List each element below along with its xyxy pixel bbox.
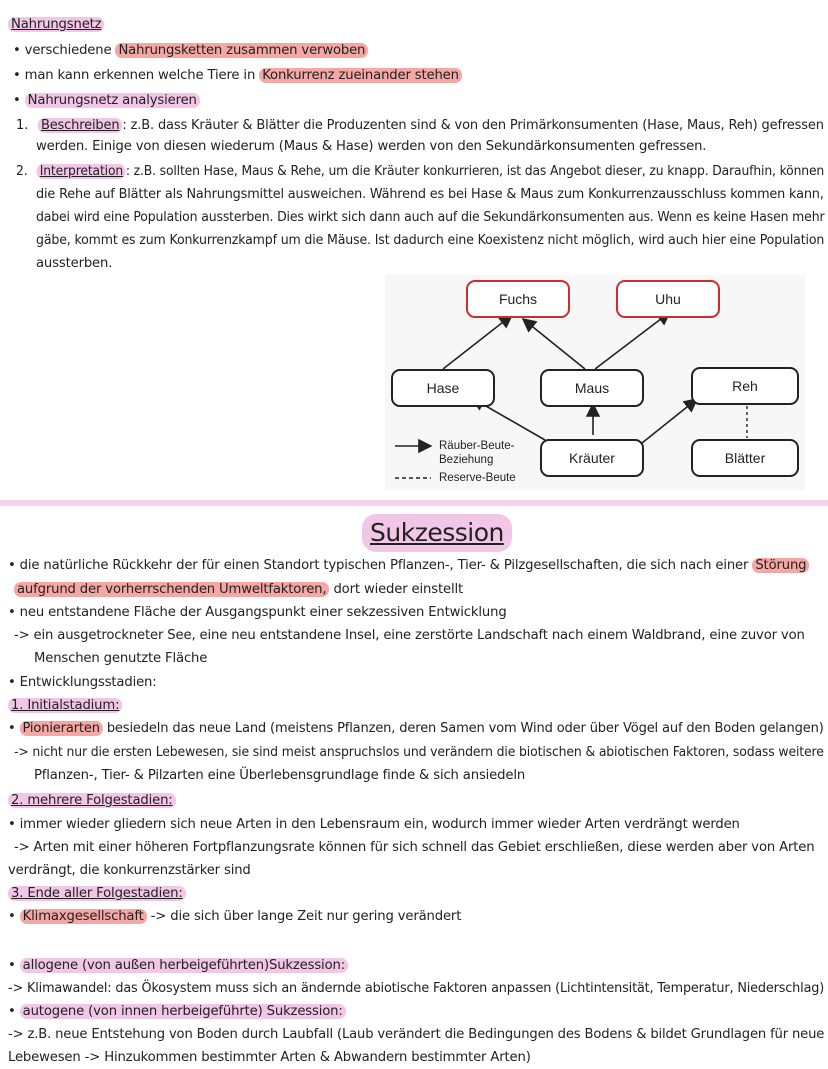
pionierarten-line2: -> nicht nur die ersten Lebewesen, sie sind meist anspruchslos und verändern die biotischen & abiotischen Faktoren, sodass weitere	[14, 745, 824, 760]
pionierarten-line1: • Pionierarten besiedeln das neue Land (meistens Pflanzen, deren Samen vom Wind oder über Vögel auf den Boden gelangen)	[8, 721, 824, 736]
node-reh: Reh	[691, 367, 799, 405]
autogene-heading: • autogene (von innen herbeigeführte) Sukzession:	[8, 1003, 346, 1021]
allogene-heading: • allogene (von außen herbeigeführten)Sukzession:	[8, 957, 348, 975]
arrow-maus-uhu	[595, 312, 670, 369]
flaeche-line2: -> ein ausgetrockneter See, eine neu entstandene Insel, eine zerstörte Landschaft nach einem Waldbrand, eine zuvor von	[14, 628, 805, 643]
legend-dash-text: Reserve-Beute	[439, 472, 516, 484]
bullet-konkurrenz: • man kann erkennen welche Tiere in Konkurrenz zueinander stehen	[13, 67, 462, 85]
bullet-analysieren: • Nahrungsnetz analysieren	[13, 92, 200, 110]
entwicklungsstadien: • Entwicklungsstadien:	[8, 675, 157, 690]
stadium-3-heading: 3. Ende aller Folgestadien:	[8, 885, 186, 903]
node-fuchs: Fuchs	[466, 280, 570, 318]
interpretation-line5: aussterben.	[36, 256, 113, 271]
node-maus: Maus	[540, 369, 644, 407]
autogene-line3: Lebewesen -> Hinzukommen bestimmter Arten & Abwandern bestimmter Arten)	[8, 1050, 531, 1065]
interpretation-line4: gäbe, kommt es zum Konkurrenzkampf um die Mäuse. Ist dadurch eine Koexistenz nicht möglich, wird auch hier eine Population	[36, 233, 825, 248]
node-uhu: Uhu	[616, 280, 720, 318]
section-divider	[0, 500, 828, 506]
folgestadien-line2: -> Arten mit einer höheren Fortpflanzungsrate können für sich schnell das Gebiet erschließen, diese werden aber von Arten	[14, 840, 815, 855]
legend-arrow-text: Räuber-Beute- Beziehung	[439, 440, 515, 466]
numbered-interpretation-line1: 2. Interpretation : z.B. sollten Hase, Maus & Rehe, um die Kräuter konkurrieren, ist das Angebot dieser, zu knapp. Daraufhin, können	[16, 164, 825, 179]
arrow-maus-fuchs	[523, 319, 585, 369]
numbered-beschreiben-line2: werden. Einige von diesen wiederum (Maus & Hase) werden von den Sekundärkonsumenten gefressen.	[36, 139, 707, 154]
page-title-sukzession: Sukzession	[362, 514, 512, 552]
folgestadien-line3: verdrängt, die konkurrenzstärker sind	[8, 863, 251, 878]
sukzession-def-line2: aufgrund der vorherrschenden Umweltfaktoren, dort wieder einstellt	[14, 581, 463, 599]
stadium-2-heading: 2. mehrere Folgestadien:	[8, 792, 176, 810]
flaeche-line1: • neu entstandene Fläche der Ausgangspunkt einer sekzessiven Entwicklung	[8, 605, 507, 620]
allogene-line2: -> Klimawandel: das Ökosystem muss sich an ändernde abiotische Faktoren anpassen (Lichtintensität, Temperatur, Niederschlag)	[8, 981, 825, 996]
stadium-1-heading: 1. Initialstadium:	[8, 697, 122, 715]
folgestadien-line1: • immer wieder gliedern sich neue Arten in den Lebensraum ein, wodurch immer wieder Arten verdrängt werden	[8, 817, 740, 832]
interpretation-line2: die Rehe auf Blätter als Nahrungsmittel ausweichen. Während es bei Hase & Maus zum Konkurrenzausschluss kommen kann,	[36, 187, 824, 202]
klimax-line: • Klimaxgesellschaft -> die sich über lange Zeit nur gering verändert	[8, 909, 462, 924]
sukzession-def-line1: • die natürliche Rückkehr der für einen Standort typischen Pflanzen-, Tier- & Pilzgesellschaften, die sich nach einer Störung	[8, 557, 809, 575]
bullet-nahrungsketten: • verschiedene Nahrungsketten zusammen verwoben	[13, 42, 368, 60]
numbered-beschreiben-line1: 1. Beschreiben : z.B. dass Kräuter & Blätter die Produzenten sind & von den Primärkonsumenten (Hase, Maus, Reh) gefressen	[16, 118, 824, 133]
node-hase: Hase	[391, 369, 495, 407]
arrow-kraeuter-reh	[642, 399, 697, 443]
food-web-diagram	[385, 275, 805, 490]
arrow-hase-fuchs	[443, 315, 512, 369]
pionierarten-line3: Pflanzen-, Tier- & Pilzarten eine Überlebensgrundlage finde & sich ansiedeln	[34, 768, 526, 783]
node-kraeuter: Kräuter	[540, 439, 644, 477]
autogene-line2: -> z.B. neue Entstehung von Boden durch Laubfall (Laub verändert die Bedingungen des Bodens & bildet Grundlagen für neue	[8, 1027, 825, 1042]
section-heading-nahrungsnetz: Nahrungsnetz	[8, 16, 104, 34]
flaeche-line3: Menschen genutzte Fläche	[34, 651, 208, 666]
node-blaetter: Blätter	[691, 439, 799, 477]
interpretation-line3: dabei wird eine Population aussterben. Dies wirkt sich dann auch auf die Sekundärkonsumenten aus. Wenn es keine Hasen mehr	[36, 210, 825, 225]
